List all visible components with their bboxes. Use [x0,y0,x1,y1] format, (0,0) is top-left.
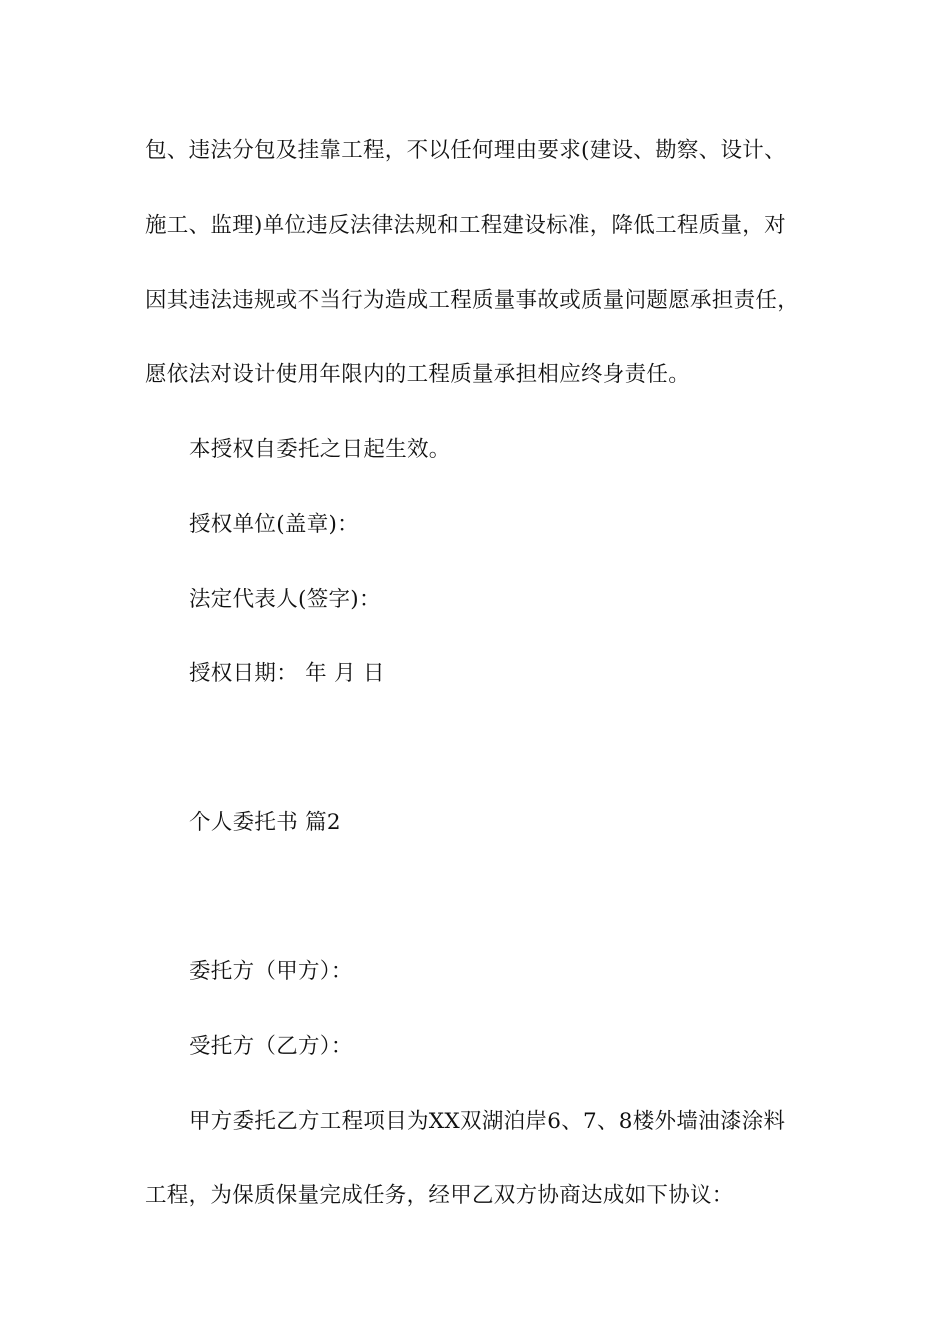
section-title: 个人委托书 篇2 [189,810,341,835]
paragraph-line-1: 包、违法分包及挂靠工程，不以任何理由要求(建设、勘察、设计、 [145,138,786,163]
agreement-paragraph-line-1: 甲方委托乙方工程项目为XX双湖泊岸6、7、8楼外墙油漆涂料 [189,1109,786,1134]
authorizing-unit-label: 授权单位(盖章)： [189,512,359,537]
effective-statement: 本授权自委托之日起生效。 [189,437,451,462]
legal-representative-label: 法定代表人(签字)： [189,587,381,612]
agent-party-label: 受托方（乙方）： [189,1034,353,1059]
paragraph-line-2: 施工、监理)单位违反法律法规和工程建设标准，降低工程质量，对 [145,213,786,238]
authorization-date-label: 授权日期： 年 月 日 [189,661,385,686]
paragraph-line-4: 愿依法对设计使用年限内的工程质量承担相应终身责任。 [145,362,691,387]
paragraph-line-3: 因其违法违规或不当行为造成工程质量事故或质量问题愿承担责任， [145,288,800,313]
principal-party-label: 委托方（甲方）： [189,959,353,984]
agreement-paragraph-line-2: 工程，为保质保量完成任务，经甲乙双方协商达成如下协议： [145,1183,734,1208]
